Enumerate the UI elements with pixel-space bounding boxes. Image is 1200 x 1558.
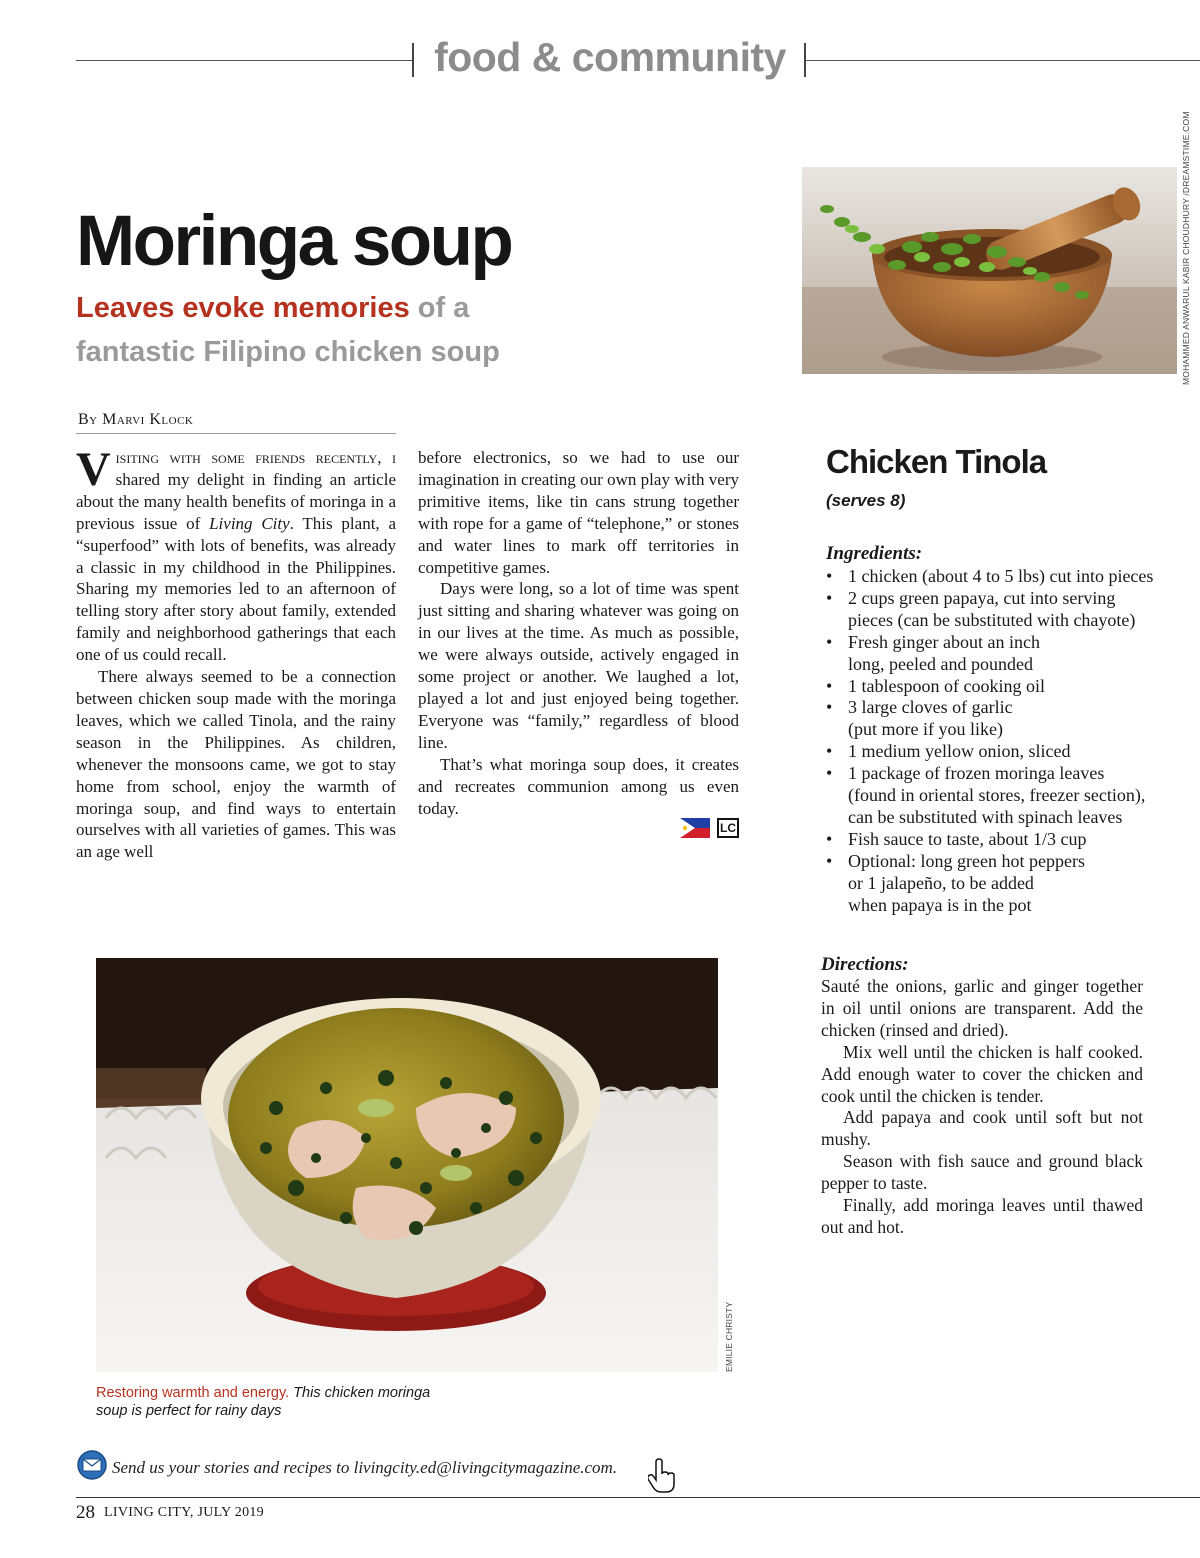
ingredient-item: • 1 medium yellow onion, sliced [822,741,1192,763]
drop-cap: V [76,443,111,496]
submission-invite[interactable]: Send us your stories and recipes to livingcity.ed@livingcitymagazine.com. [112,1458,618,1477]
ingredients-list [822,566,1192,917]
direction-step: Add papaya and cook until soft but not mushy. [821,1107,1143,1150]
ingredient-item: • 2 cups green papaya, cut into serving pieces (can be substituted with chayote) [822,588,1192,632]
direction-step: Finally, add moringa leaves until thawed out and hot. [821,1195,1143,1237]
article-column-1 [76,443,397,863]
header-tick-left [412,43,414,77]
subhead-rest: of a fantastic Filipino chicken soup [76,292,500,368]
direction-step: Sauté the onions, garlic and ginger together in oil until onions are transparent. Add the chicken (rinsed and dried). [821,976,1143,1040]
envelope-icon[interactable] [76,1450,108,1480]
top-photo-credit: MOHAMMED ANWARUL KABIR CHOUDHURY /DREAMSTIME.COM [1181,111,1191,385]
ingredient-item: • 1 chicken (about 4 to 5 lbs) cut into pieces [822,566,1192,588]
subhead-accent: Leaves evoke memories [76,292,410,324]
moringa-mortar-photo [802,167,1177,374]
lc-end-mark: LC [717,818,739,838]
magazine-title: Living City [209,513,290,533]
direction-step: Mix well until the chicken is half cooked. Add enough water to cover the chicken and cook until the chicken is tender. [821,1041,1143,1106]
header-rule-right [806,60,1200,61]
ingredients-heading: Ingredients: [826,543,923,564]
section-title: food & community [434,34,786,80]
paragraph-5: That’s what moringa soup does, it creates and recreates communion among us even today. [418,754,739,818]
caption-lead: Restoring warmth and energy. [96,1385,290,1401]
direction-step: Season with fish sauce and ground black pepper to taste. [821,1151,1143,1194]
hand-pointer-icon [648,1458,676,1494]
directions-text [821,976,1143,1239]
footer-rule [76,1497,1200,1498]
byline: By Marvi Klock [78,411,194,428]
paragraph-4: Days were long, so a lot of time was spent just sitting and sharing whatever was going on in our lives at the time. As much as possible, we were always outside, actively engaged in some project or another. We laughed a lot, played a lot and just enjoyed being together. Everyone was “family,” regardless of blood line. [418,579,739,752]
publication-info: LIVING CITY, JULY 2019 [104,1505,264,1520]
paragraph-1-text-b: . This plant, a “superfood” with lots of benefits, was already a classic in my childhood in the Philippines. Sharing my memories led to an afternoon of telling story after story about family, extended family and neighborhood gatherings that each one of us could recall. [76,513,397,665]
ingredient-item: • 1 tablespoon of cooking oil [822,676,1192,698]
directions-heading: Directions: [821,954,909,975]
chicken-tinola-photo [96,958,718,1372]
caption-text: This chicken moringa soup is perfect for rainy days [96,1385,431,1419]
recipe-serves: (serves 8) [826,491,906,510]
paragraph-1-text-a: shared my delight in finding an article about the many health benefits of moringa in a previous issue of [76,469,396,533]
article-column-2 [418,447,739,819]
ingredient-item: • Optional: long green hot peppers or 1 jalapeño, to be added when papaya is in the pot [822,851,1192,917]
recipe-title: Chicken Tinola [826,443,1047,480]
headline: Moringa soup [76,202,512,281]
lead-in: isiting with some friends recently, i [115,448,396,467]
byline-rule [76,433,396,434]
paragraph-3: before electronics, so we had to use our imagination in creating our own play with very primitive items, like tin cans strung together with rope for a game of “telephone,” or stones and water lines to mark off territories in competitive games. [418,448,739,577]
photo-caption [96,1384,456,1420]
philippines-flag-icon [680,818,710,838]
page-number: 28 [76,1502,95,1523]
paragraph-1 [76,443,397,666]
ingredient-item: • 3 large cloves of garlic (put more if you like) [822,697,1192,741]
soup-photo-credit: EMILIE CHRISTY [724,1301,734,1372]
ingredient-item: • 1 package of frozen moringa leaves (found in oriental stores, freezer section), can be substituted with spinach leaves [822,763,1192,829]
subhead [76,286,596,374]
ingredient-item: • Fresh ginger about an inch long, peeled and pounded [822,632,1192,676]
ingredient-item: • Fish sauce to taste, about 1/3 cup [822,829,1192,851]
header-rule-left [76,60,412,61]
paragraph-2: There always seemed to be a connection between chicken soup made with the moringa leaves, which we called Tinola, and the rainy season in the Philippines. As children, whenever the monsoons came, we got to stay home from school, enjoy the warmth of moringa soup, and find ways to entertain ourselves with all varieties of games. This was an age well [76,667,396,862]
